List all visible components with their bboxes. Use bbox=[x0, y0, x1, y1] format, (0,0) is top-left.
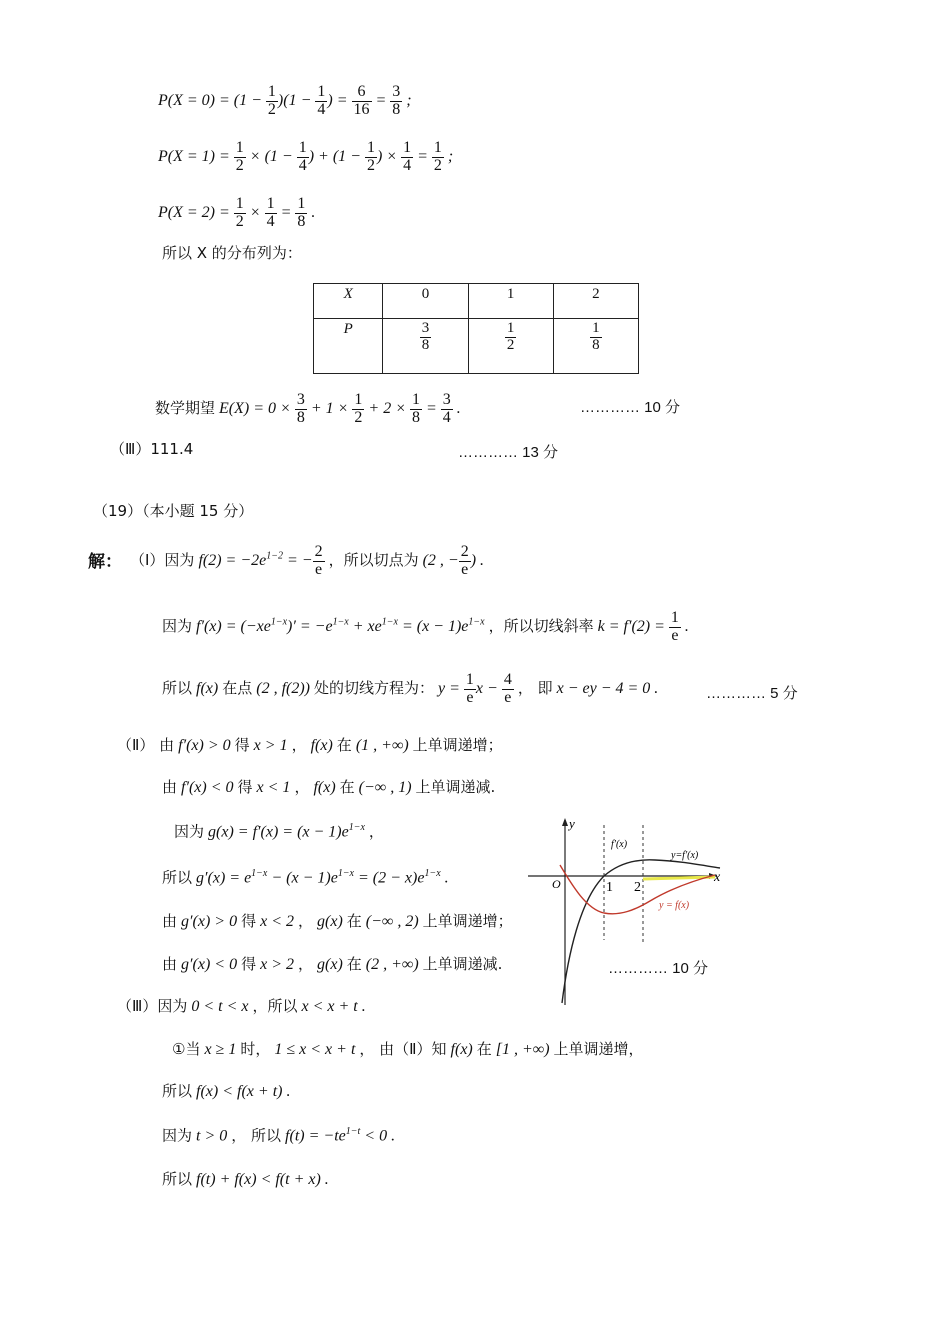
score-13: ………… 13 分 bbox=[458, 444, 559, 461]
step-1a: （Ⅰ）因为 $f(2) = -2e^{1-2}$ = − $\frac{2}{e}$ ，所以切点为 (2 , − $\frac{2}{e}$ ) . bbox=[130, 543, 485, 578]
step-3d: 因为 t > 0 ， 所以 $f(t) = -te^{1-t} < 0$ . bbox=[162, 1126, 396, 1145]
step-2b: 由 f′(x) < 0 得 x < 1 ， f(x) 在 (−∞ , 1) 上单调递减. bbox=[162, 778, 496, 796]
tick-2-label: 2 bbox=[634, 880, 641, 895]
fprime-label: f′(x) bbox=[611, 839, 628, 850]
step-2c: 因为 $g(x) = f'(x) = (x - 1)e^{1-x}$ ， bbox=[174, 822, 384, 841]
table-cell: $\frac{3}{8}$ bbox=[383, 319, 468, 374]
step-1b: 因为 $f'(x) = (-xe^{1-x})' = -e^{1-x} + xe^{1-x} = (x - 1)e^{1-x}$ ，所以切线斜率 k = f′(2) = $\frac{1}{e}$ . bbox=[162, 609, 689, 644]
table-header-cell: 2 bbox=[553, 284, 638, 319]
distribution-intro: 所以 X 的分布列为： bbox=[162, 244, 302, 262]
x-axis-label: x bbox=[714, 870, 721, 885]
function-graph bbox=[520, 815, 730, 1010]
yfprime-label: y=f′(x) bbox=[671, 850, 699, 861]
table-row bbox=[314, 284, 639, 319]
yf-label: y = f(x) bbox=[659, 900, 690, 911]
score-10-b: ………… 10 分 bbox=[608, 960, 709, 977]
table-row-label: P bbox=[314, 319, 383, 374]
tick-1-label: 1 bbox=[606, 880, 613, 895]
y-axis-arrow-icon bbox=[562, 818, 568, 826]
part3-answer: （Ⅲ）111.4 bbox=[110, 440, 194, 458]
prob-x0: P(X = 0) = (1 − $\frac{1}{2}$ )(1 − $\frac{1}{4}$ ) = $\frac{6}{16}$ = $\frac{3}{8}$ ; bbox=[158, 83, 412, 118]
origin-label: O bbox=[552, 877, 561, 891]
step-2e: 由 g′(x) > 0 得 x < 2 ， g(x) 在 (−∞ , 2) 上单调递增； bbox=[162, 912, 513, 930]
fprime-curve bbox=[562, 860, 720, 1003]
expectation-line: 数学期望 E(X) = 0 × $\frac{3}{8}$ + 1 × $\frac{1}{2}$ + 2 × $\frac{1}{8}$ = $\frac{3}{4}$ . bbox=[155, 391, 461, 426]
step-3c: 所以 f(x) < f(x + t) . bbox=[162, 1082, 291, 1100]
step-3a: （Ⅲ）因为 0 < t < x ，所以 x < x + t . bbox=[117, 997, 366, 1015]
step-2a: （Ⅱ） 由 f′(x) > 0 得 x > 1 ， f(x) 在 (1 , +∞) 上单调递增； bbox=[117, 736, 503, 754]
prob-x1: P(X = 1) = $\frac{1}{2}$ × (1 − $\frac{1}{4}$ ) + (1 − $\frac{1}{2}$ ) × $\frac{1}{4}$ = $\frac{1}{2}$ ; bbox=[158, 139, 454, 174]
solution-label: 解： bbox=[88, 552, 122, 572]
y-axis-label: y bbox=[569, 816, 575, 831]
step-3e: 所以 f(t) + f(x) < f(t + x) . bbox=[162, 1170, 329, 1188]
table-header-cell: 0 bbox=[383, 284, 468, 319]
step-2f: 由 g′(x) < 0 得 x > 2 ， g(x) 在 (2 , +∞) 上单调递减. bbox=[162, 955, 503, 973]
question-19-header: （19）（本小题 15 分） bbox=[93, 502, 254, 520]
table-header-cell: X bbox=[314, 284, 383, 319]
prob-x2: P(X = 2) = $\frac{1}{2}$ × $\frac{1}{4}$ = $\frac{1}{8}$ . bbox=[158, 195, 316, 230]
table-row bbox=[314, 319, 639, 374]
table-cell: $\frac{1}{2}$ bbox=[468, 319, 553, 374]
table-header-cell: 1 bbox=[468, 284, 553, 319]
score-5: ………… 5 分 bbox=[706, 685, 798, 702]
step-2d: 所以 $g'(x) = e^{1-x} - (x - 1)e^{1-x} = (2 - x)e^{1-x}$ . bbox=[162, 868, 449, 887]
table-cell: $\frac{1}{8}$ bbox=[553, 319, 638, 374]
step-1c: 所以 f(x) 在点 (2 , f(2)) 处的切线方程为： y = $\frac{1}{e}$ x − $\frac{4}{e}$ ， 即 x − ey − 4 = 0 . bbox=[162, 671, 659, 706]
step-3b: ①当 x ≥ 1 时， 1 ≤ x < x + t ， 由（Ⅱ）知 f(x) 在 [1 , +∞) 上单调递增， bbox=[172, 1040, 644, 1058]
score-10-a: ………… 10 分 bbox=[580, 399, 681, 416]
distribution-table bbox=[313, 283, 639, 374]
